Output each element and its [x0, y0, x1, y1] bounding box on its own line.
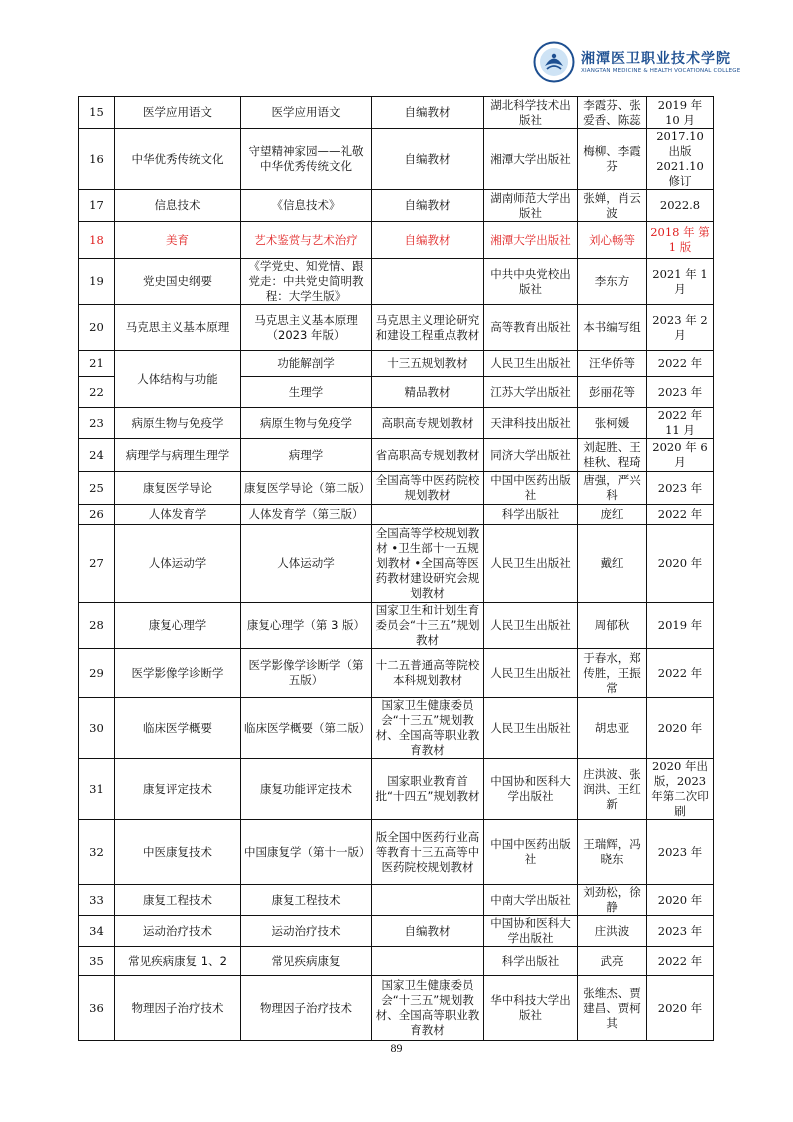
publisher-cell: 中国协和医科大学出版社: [484, 916, 578, 947]
publisher-cell: 湘潭大学出版社: [484, 129, 578, 190]
editor-cell: 梅柳、李霞芬: [578, 129, 647, 190]
row-number-cell: 19: [79, 259, 115, 305]
row-number-cell: 23: [79, 408, 115, 439]
publisher-cell: 人民卫生出版社: [484, 525, 578, 603]
table-row: [79, 820, 714, 885]
textbook-type-cell: 国家卫生和计划生育委员会“十三五”规划教材: [372, 603, 484, 649]
publisher-cell: 江苏大学出版社: [484, 377, 578, 408]
editor-cell: 刘起胜、王桂秋、程琦: [578, 439, 647, 472]
publisher-cell: 湖北科学技术出版社: [484, 97, 578, 129]
publish-date-cell: 2021 年 1 月: [647, 259, 714, 305]
editor-cell: 庄洪波、张润洪、王红新: [578, 759, 647, 820]
row-number-cell: 34: [79, 916, 115, 947]
row-number-cell: 31: [79, 759, 115, 820]
publish-date-cell: 2023 年: [647, 916, 714, 947]
publish-date-cell: 2023 年 2 月: [647, 305, 714, 351]
course-name-cell: 康复心理学: [115, 603, 241, 649]
textbook-table: [78, 96, 714, 1041]
course-name-cell: 美育: [115, 222, 241, 259]
row-number-cell: 30: [79, 698, 115, 759]
table-row: [79, 698, 714, 759]
textbook-type-cell: 自编教材: [372, 916, 484, 947]
school-name: 湘潭医卫职业技术学院: [581, 51, 731, 67]
textbook-type-cell: 国家卫生健康委员会“十三五”规划教材、全国高等职业教育教材: [372, 698, 484, 759]
publish-date-cell: 2023 年: [647, 820, 714, 885]
publish-date-cell: 2022 年: [647, 505, 714, 525]
publisher-cell: 中南大学出版社: [484, 885, 578, 916]
publisher-cell: 人民卫生出版社: [484, 351, 578, 377]
textbook-type-cell: 精品教材: [372, 377, 484, 408]
table-row: [79, 916, 714, 947]
course-name-cell: 运动治疗技术: [115, 916, 241, 947]
editor-cell: 本书编写组: [578, 305, 647, 351]
publisher-cell: 科学出版社: [484, 947, 578, 976]
course-name-cell: 医学影像学诊断学: [115, 649, 241, 698]
textbook-type-cell: 自编教材: [372, 129, 484, 190]
editor-cell: 刘劲松，徐静: [578, 885, 647, 916]
course-name-cell: 信息技术: [115, 190, 241, 222]
course-name-cell: 病原生物与免疫学: [115, 408, 241, 439]
publisher-cell: 湖南师范大学出版社: [484, 190, 578, 222]
textbook-type-cell: 全国高等学校规划教材 •卫生部十一五规划教材 •全国高等医药教材建设研究会规划教材: [372, 525, 484, 603]
editor-cell: 庞红: [578, 505, 647, 525]
row-number-cell: 15: [79, 97, 115, 129]
textbook-type-cell: 版全国中医药行业高等教育十三五高等中医药院校规划教材: [372, 820, 484, 885]
publish-date-cell: 2023 年: [647, 377, 714, 408]
editor-cell: 王瑞辉，冯晓东: [578, 820, 647, 885]
table-row: [79, 947, 714, 976]
textbook-title-cell: 中国康复学（第十一版）: [241, 820, 372, 885]
textbook-title-cell: 康复医学导论（第二版）: [241, 472, 372, 505]
school-name-english: XIANGTAN MEDICINE & HEALTH VOCATIONAL COLLEGE: [581, 68, 741, 74]
row-number-cell: 22: [79, 377, 115, 408]
publish-date-cell: 2020 年出版，2023 年第二次印刷: [647, 759, 714, 820]
row-number-cell: 28: [79, 603, 115, 649]
table-row: [79, 190, 714, 222]
textbook-table-body: [79, 97, 714, 1041]
table-row: [79, 976, 714, 1041]
table-row: [79, 408, 714, 439]
publish-date-cell: 2022 年 11 月: [647, 408, 714, 439]
publisher-cell: 人民卫生出版社: [484, 698, 578, 759]
textbook-title-cell: 康复工程技术: [241, 885, 372, 916]
publisher-cell: 同济大学出版社: [484, 439, 578, 472]
textbook-title-cell: 临床医学概要（第二版）: [241, 698, 372, 759]
textbook-type-cell: 国家卫生健康委员会“十三五”规划教材、全国高等职业教育教材: [372, 976, 484, 1041]
publish-date-cell: 2020 年: [647, 698, 714, 759]
editor-cell: 戴红: [578, 525, 647, 603]
publish-date-cell: 2017.10 出版 2021.10 修订: [647, 129, 714, 190]
row-number-cell: 18: [79, 222, 115, 259]
publish-date-cell: 2022 年: [647, 351, 714, 377]
table-row: [79, 603, 714, 649]
textbook-title-cell: 人体发育学（第三版）: [241, 505, 372, 525]
row-number-cell: 33: [79, 885, 115, 916]
editor-cell: 李东方: [578, 259, 647, 305]
course-name-cell: 中医康复技术: [115, 820, 241, 885]
editor-cell: 李霞芬、张爱香、陈蕊: [578, 97, 647, 129]
page-number: 89: [390, 1041, 403, 1055]
editor-cell: 张维杰、贾建昌、贾柯其: [578, 976, 647, 1041]
textbook-type-cell: 省高职高专规划教材: [372, 439, 484, 472]
publish-date-cell: 2019 年 10 月: [647, 97, 714, 129]
editor-cell: 周郁秋: [578, 603, 647, 649]
publisher-cell: 天津科技出版社: [484, 408, 578, 439]
row-number-cell: 29: [79, 649, 115, 698]
table-row: [79, 885, 714, 916]
publish-date-cell: 2022 年: [647, 649, 714, 698]
textbook-type-cell: 马克思主义理论研究和建设工程重点教材: [372, 305, 484, 351]
publisher-cell: 人民卫生出版社: [484, 649, 578, 698]
textbook-title-cell: 艺术鉴赏与艺术治疗: [241, 222, 372, 259]
course-name-cell: 物理因子治疗技术: [115, 976, 241, 1041]
textbook-title-cell: 生理学: [241, 377, 372, 408]
publisher-cell: 科学出版社: [484, 505, 578, 525]
course-name-cell: 马克思主义基本原理: [115, 305, 241, 351]
editor-cell: 刘心畅等: [578, 222, 647, 259]
table-row: [79, 351, 714, 377]
publish-date-cell: 2019 年: [647, 603, 714, 649]
textbook-title-cell: 《学党史、知党情、跟党走：中共党史简明教程：大学生版》: [241, 259, 372, 305]
table-row: [79, 472, 714, 505]
textbook-title-cell: 运动治疗技术: [241, 916, 372, 947]
publisher-cell: 中共中央党校出版社: [484, 259, 578, 305]
textbook-title-cell: 功能解剖学: [241, 351, 372, 377]
textbook-type-cell: 自编教材: [372, 222, 484, 259]
publish-date-cell: 2020 年: [647, 885, 714, 916]
table-row: [79, 649, 714, 698]
textbook-title-cell: 马克思主义基本原理（2023 年版）: [241, 305, 372, 351]
publisher-cell: 人民卫生出版社: [484, 603, 578, 649]
row-number-cell: 25: [79, 472, 115, 505]
course-name-cell: 人体运动学: [115, 525, 241, 603]
table-row: [79, 525, 714, 603]
course-name-cell: 康复医学导论: [115, 472, 241, 505]
editor-cell: 于春水，郑传胜，王振常: [578, 649, 647, 698]
publish-date-cell: 2022.8: [647, 190, 714, 222]
school-logo-header: [533, 41, 763, 89]
course-name-cell: 常见疾病康复 1、2: [115, 947, 241, 976]
row-number-cell: 26: [79, 505, 115, 525]
row-number-cell: 32: [79, 820, 115, 885]
publisher-cell: 华中科技大学出版社: [484, 976, 578, 1041]
textbook-title-cell: 康复心理学（第 3 版）: [241, 603, 372, 649]
textbook-title-cell: 人体运动学: [241, 525, 372, 603]
course-name-cell: 人体发育学: [115, 505, 241, 525]
publish-date-cell: 2020 年 6 月: [647, 439, 714, 472]
editor-cell: 张婵，肖云波: [578, 190, 647, 222]
editor-cell: 胡忠亚: [578, 698, 647, 759]
textbook-title-cell: 医学影像学诊断学（第五版）: [241, 649, 372, 698]
row-number-cell: 36: [79, 976, 115, 1041]
row-number-cell: 21: [79, 351, 115, 377]
textbook-title-cell: 病理学: [241, 439, 372, 472]
textbook-type-cell: [372, 505, 484, 525]
textbook-type-cell: 自编教材: [372, 190, 484, 222]
row-number-cell: 16: [79, 129, 115, 190]
row-number-cell: 27: [79, 525, 115, 603]
table-row: [79, 505, 714, 525]
publisher-cell: 湘潭大学出版社: [484, 222, 578, 259]
course-name-cell: 康复工程技术: [115, 885, 241, 916]
table-row: [79, 759, 714, 820]
textbook-type-cell: 十三五规划教材: [372, 351, 484, 377]
textbook-title-cell: 常见疾病康复: [241, 947, 372, 976]
school-emblem-icon: [533, 41, 575, 83]
row-number-cell: 17: [79, 190, 115, 222]
course-name-cell: 中华优秀传统文化: [115, 129, 241, 190]
textbook-type-cell: 自编教材: [372, 97, 484, 129]
textbook-type-cell: 国家职业教育首批“十四五”规划教材: [372, 759, 484, 820]
course-name-cell: 病理学与病理生理学: [115, 439, 241, 472]
publisher-cell: 中国中医药出版社: [484, 820, 578, 885]
textbook-title-cell: 医学应用语文: [241, 97, 372, 129]
table-row: [79, 439, 714, 472]
textbook-title-cell: 物理因子治疗技术: [241, 976, 372, 1041]
table-row: [79, 129, 714, 190]
table-row: [79, 97, 714, 129]
textbook-type-cell: 全国高等中医药院校规划教材: [372, 472, 484, 505]
course-name-cell: 康复评定技术: [115, 759, 241, 820]
publish-date-cell: 2018 年 第 1 版: [647, 222, 714, 259]
textbook-type-cell: [372, 947, 484, 976]
editor-cell: 庄洪波: [578, 916, 647, 947]
textbook-title-cell: 《信息技术》: [241, 190, 372, 222]
row-number-cell: 24: [79, 439, 115, 472]
publish-date-cell: 2020 年: [647, 525, 714, 603]
editor-cell: 唐强，严兴科: [578, 472, 647, 505]
textbook-title-cell: 康复功能评定技术: [241, 759, 372, 820]
textbook-type-cell: 十二五普通高等院校本科规划教材: [372, 649, 484, 698]
publisher-cell: 中国中医药出版社: [484, 472, 578, 505]
course-name-cell: 医学应用语文: [115, 97, 241, 129]
publisher-cell: 高等教育出版社: [484, 305, 578, 351]
editor-cell: 武亮: [578, 947, 647, 976]
course-name-cell: 临床医学概要: [115, 698, 241, 759]
editor-cell: 汪华侨等: [578, 351, 647, 377]
row-number-cell: 20: [79, 305, 115, 351]
table-row: [79, 222, 714, 259]
publish-date-cell: 2023 年: [647, 472, 714, 505]
publish-date-cell: 2020 年: [647, 976, 714, 1041]
table-row: [79, 259, 714, 305]
publish-date-cell: 2022 年: [647, 947, 714, 976]
table-row: [79, 305, 714, 351]
editor-cell: 彭丽花等: [578, 377, 647, 408]
course-name-cell: 党史国史纲要: [115, 259, 241, 305]
textbook-title-cell: 守望精神家园——礼敬中华优秀传统文化: [241, 129, 372, 190]
editor-cell: 张柯媛: [578, 408, 647, 439]
publisher-cell: 中国协和医科大学出版社: [484, 759, 578, 820]
textbook-title-cell: 病原生物与免疫学: [241, 408, 372, 439]
textbook-type-cell: [372, 259, 484, 305]
course-name-cell: 人体结构与功能: [115, 351, 241, 408]
textbook-type-cell: 高职高专规划教材: [372, 408, 484, 439]
textbook-type-cell: [372, 885, 484, 916]
row-number-cell: 35: [79, 947, 115, 976]
